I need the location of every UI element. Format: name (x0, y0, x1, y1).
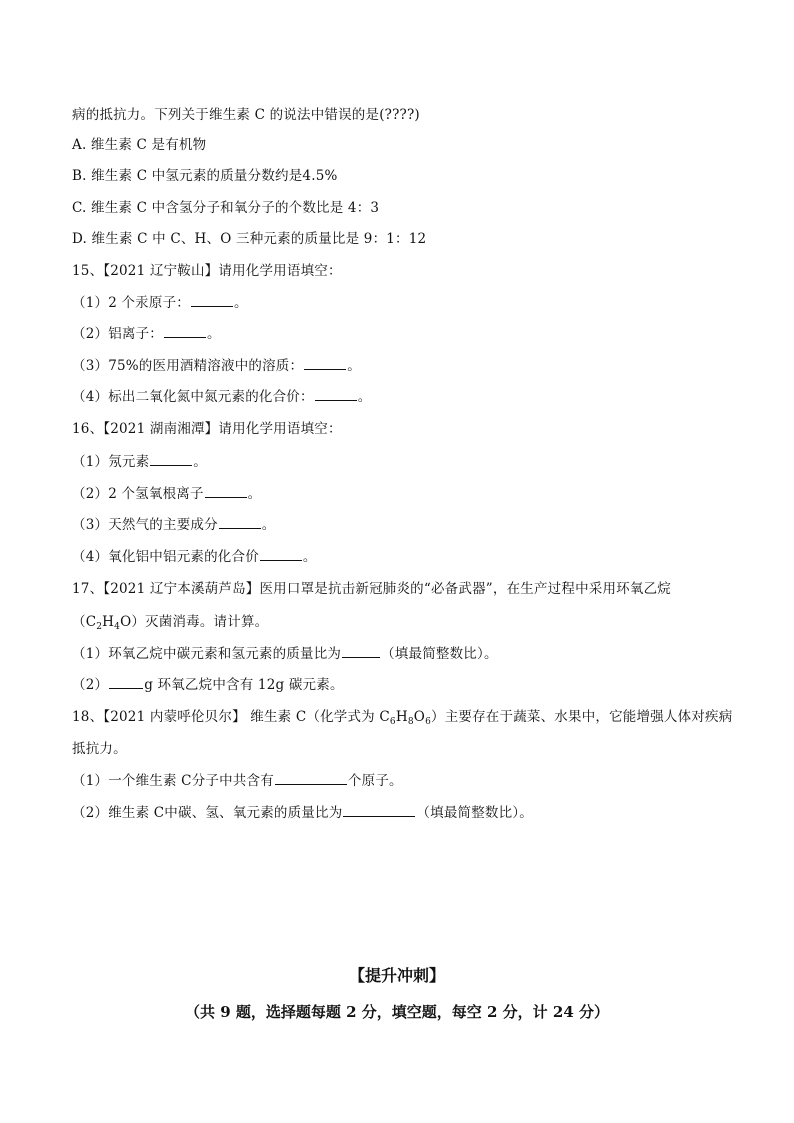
answer-blank (304, 357, 346, 370)
section-subtitle: （共 9 题，选择题每题 2 分，填空题，每空 2 分，计 24 分） (185, 1003, 609, 1021)
q16-part-2: （2）2 个氢氧根离子 。 (72, 486, 262, 502)
q16-part-4: （4）氧化铝中铝元素的化合价 。 (72, 549, 317, 565)
q18-part-1: （1）一个维生素 C分子中共含有 个原子。 (72, 773, 403, 789)
answer-blank (275, 772, 347, 785)
answer-blank (164, 325, 206, 338)
answer-blank (315, 388, 357, 401)
answer-blank (343, 804, 415, 817)
q14-option-d: D. 维生素 C 中 C、H、O 三种元素的质量比是 9：1：12 (72, 231, 427, 247)
q14-option-c: C. 维生素 C 中含氢分子和氧分子的个数比是 4：3 (72, 200, 380, 216)
answer-blank (109, 676, 143, 689)
q14-option-b: B. 维生素 C 中氢元素的质量分数约是4.5% (72, 168, 338, 184)
q14-option-a: A. 维生素 C 是有机物 (72, 137, 207, 153)
q15-part-2: （2）铝离子： 。 (72, 326, 221, 342)
q18-part-2: （2）维生素 C中碳、氢、氧元素的质量比为 （填最简整数比）。 (72, 805, 533, 821)
q16-stem: 16、【2021 湖南湘潭】请用化学用语填空： (72, 421, 342, 437)
q15-stem: 15、【2021 辽宁鞍山】请用化学用语填空： (72, 263, 342, 279)
q17-part-2: （2） g 环氧乙烷中含有 12g 碳元素。 (72, 677, 344, 693)
q18-stem: 18、【2021 内蒙呼伦贝尔】 维生素 C（化学式为 $C_6H_8O_6$）主要存在于蔬菜、水果中，它能增强人体对疾病 (72, 709, 733, 727)
q15-part-1: （1）2 个汞原子： 。 (72, 295, 248, 311)
q16-part-1: （1）氖元素 。 (72, 454, 207, 470)
answer-blank (219, 516, 261, 529)
q14-stem-end: 病的抵抗力。下列关于维生素 C 的说法中错误的是(????) (72, 107, 420, 123)
answer-blank (205, 485, 247, 498)
q16-part-3: （3）天然气的主要成分 。 (72, 517, 276, 533)
q17-part-1: （1）环氧乙烷中碳元素和氢元素的质量比为 （填最简整数比）。 (72, 646, 498, 662)
q17-stem: 17、【2021 辽宁本溪葫芦岛】医用口罩是抗击新冠肺炎的“必备武器”，在生产过程中采用环氧乙烷 (72, 581, 671, 597)
q17-stem-cont: $(C_2H_4O)$灭菌消毒。请计算。 (72, 614, 269, 632)
answer-blank (260, 548, 302, 561)
q15-part-3: （3）75%的医用酒精溶液中的溶质： 。 (72, 358, 361, 374)
answer-blank (150, 453, 192, 466)
answer-blank (342, 645, 380, 658)
section-title: 【提升冲刺】 (348, 966, 445, 985)
q18-stem-cont: 抵抗力。 (72, 741, 127, 757)
answer-blank (191, 294, 233, 307)
q15-part-4: （4）标出二氧化氮中氮元素的化合价： 。 (72, 389, 372, 405)
